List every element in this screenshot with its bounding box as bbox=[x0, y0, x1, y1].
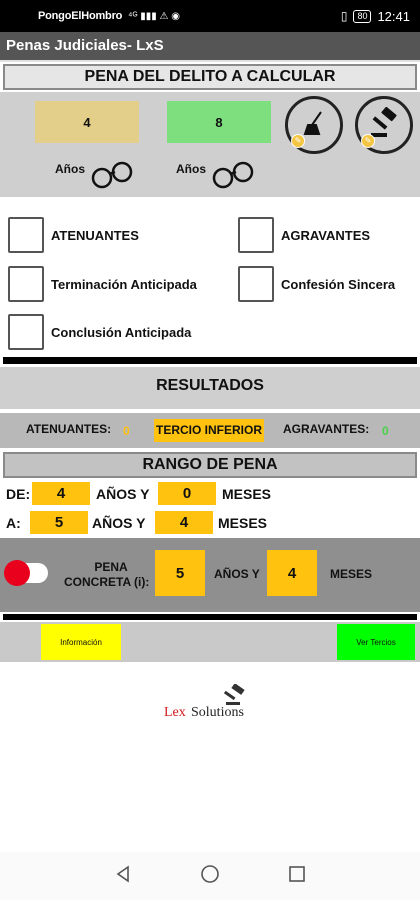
edit-badge-icon: ✎ bbox=[361, 134, 375, 148]
range-to-years: 5 bbox=[30, 511, 88, 534]
lexsolutions-logo bbox=[162, 684, 262, 724]
results-title: RESULTADOS bbox=[156, 377, 264, 394]
agravantes-count-label: AGRAVANTES: bbox=[283, 422, 370, 436]
range-from-label: DE: bbox=[6, 486, 31, 502]
confesion-label: Confesión Sincera bbox=[281, 276, 396, 292]
tercio-badge: TERCIO INFERIOR bbox=[154, 419, 264, 442]
range-from-months: 0 bbox=[158, 482, 216, 505]
agravantes-checkbox[interactable] bbox=[238, 217, 370, 253]
gavel-button[interactable] bbox=[355, 96, 413, 154]
recents-icon[interactable] bbox=[288, 865, 306, 888]
status-bar bbox=[0, 0, 420, 32]
broom-button[interactable] bbox=[285, 96, 343, 154]
range-to-months-label: MESES bbox=[218, 515, 268, 531]
range-from-years: 4 bbox=[32, 482, 90, 505]
battery-icon: 80 bbox=[353, 10, 371, 23]
gavel-logo-icon bbox=[220, 684, 250, 706]
atenuantes-count-label: ATENUANTES: bbox=[26, 422, 112, 436]
max-years-label: Años bbox=[176, 162, 206, 176]
confesion-checkbox[interactable] bbox=[238, 266, 395, 302]
conclusion-checkbox[interactable] bbox=[8, 314, 191, 350]
toggle-switch[interactable] bbox=[8, 563, 48, 583]
section-divider bbox=[3, 357, 417, 364]
section-divider bbox=[3, 614, 417, 620]
max-years-input[interactable]: 8 bbox=[167, 101, 271, 143]
info-button[interactable]: Información bbox=[41, 624, 121, 660]
clock: 12:41 bbox=[377, 8, 410, 24]
checkbox-box[interactable] bbox=[8, 217, 44, 253]
terminacion-checkbox[interactable] bbox=[8, 266, 197, 302]
tercios-button[interactable]: Ver Tercios bbox=[337, 624, 415, 660]
terminacion-label: Terminación Anticipada bbox=[51, 276, 197, 292]
signal-icons: ⁴ᴳ ▮▮▮ ⚠ ◉ bbox=[128, 10, 180, 22]
logo-text-solutions: Solutions bbox=[191, 705, 244, 720]
app-title: Penas Judiciales- LxS bbox=[0, 32, 420, 60]
edit-badge-icon: ✎ bbox=[291, 134, 305, 148]
checkbox-box[interactable] bbox=[8, 266, 44, 302]
range-to-years-label: AÑOS Y bbox=[92, 515, 146, 531]
atenuantes-checkbox[interactable] bbox=[8, 217, 139, 253]
handcuffs-icon bbox=[211, 158, 255, 197]
system-nav-bar bbox=[0, 852, 420, 900]
agravantes-count: 0 bbox=[382, 424, 389, 438]
atenuantes-label: ATENUANTES bbox=[51, 227, 139, 243]
home-icon[interactable] bbox=[200, 864, 220, 889]
handcuffs-icon bbox=[90, 158, 134, 197]
carrier-name: PongoElHombro bbox=[38, 10, 123, 22]
concrete-years-label: AÑOS Y bbox=[214, 567, 260, 581]
checkbox-box[interactable] bbox=[238, 266, 274, 302]
vibrate-icon: ▯ bbox=[340, 9, 348, 23]
concrete-label-line2: CONCRETA (i): bbox=[64, 575, 150, 589]
concrete-years: 5 bbox=[155, 550, 205, 596]
checkbox-box[interactable] bbox=[238, 217, 274, 253]
conclusion-label: Conclusión Anticipada bbox=[51, 324, 192, 340]
checkbox-box[interactable] bbox=[8, 314, 44, 350]
concrete-label-line1: PENA bbox=[94, 560, 128, 574]
range-from-years-label: AÑOS Y bbox=[96, 486, 150, 502]
logo-text-lex: Lex bbox=[164, 705, 186, 720]
range-to-months: 4 bbox=[155, 511, 213, 534]
concrete-months: 4 bbox=[267, 550, 317, 596]
range-from-months-label: MESES bbox=[222, 486, 272, 502]
toggle-knob bbox=[4, 560, 30, 586]
range-title: RANGO DE PENA bbox=[3, 452, 417, 478]
crime-panel-title: PENA DEL DELITO A CALCULAR bbox=[3, 64, 417, 90]
atenuantes-count: 0 bbox=[123, 424, 130, 438]
min-years-input[interactable]: 4 bbox=[35, 101, 139, 143]
back-icon[interactable] bbox=[114, 865, 132, 888]
concrete-months-label: MESES bbox=[330, 567, 373, 581]
agravantes-label: AGRAVANTES bbox=[281, 227, 371, 243]
divider bbox=[0, 60, 420, 62]
range-to-label: A: bbox=[6, 515, 21, 531]
min-years-label: Años bbox=[55, 162, 85, 176]
